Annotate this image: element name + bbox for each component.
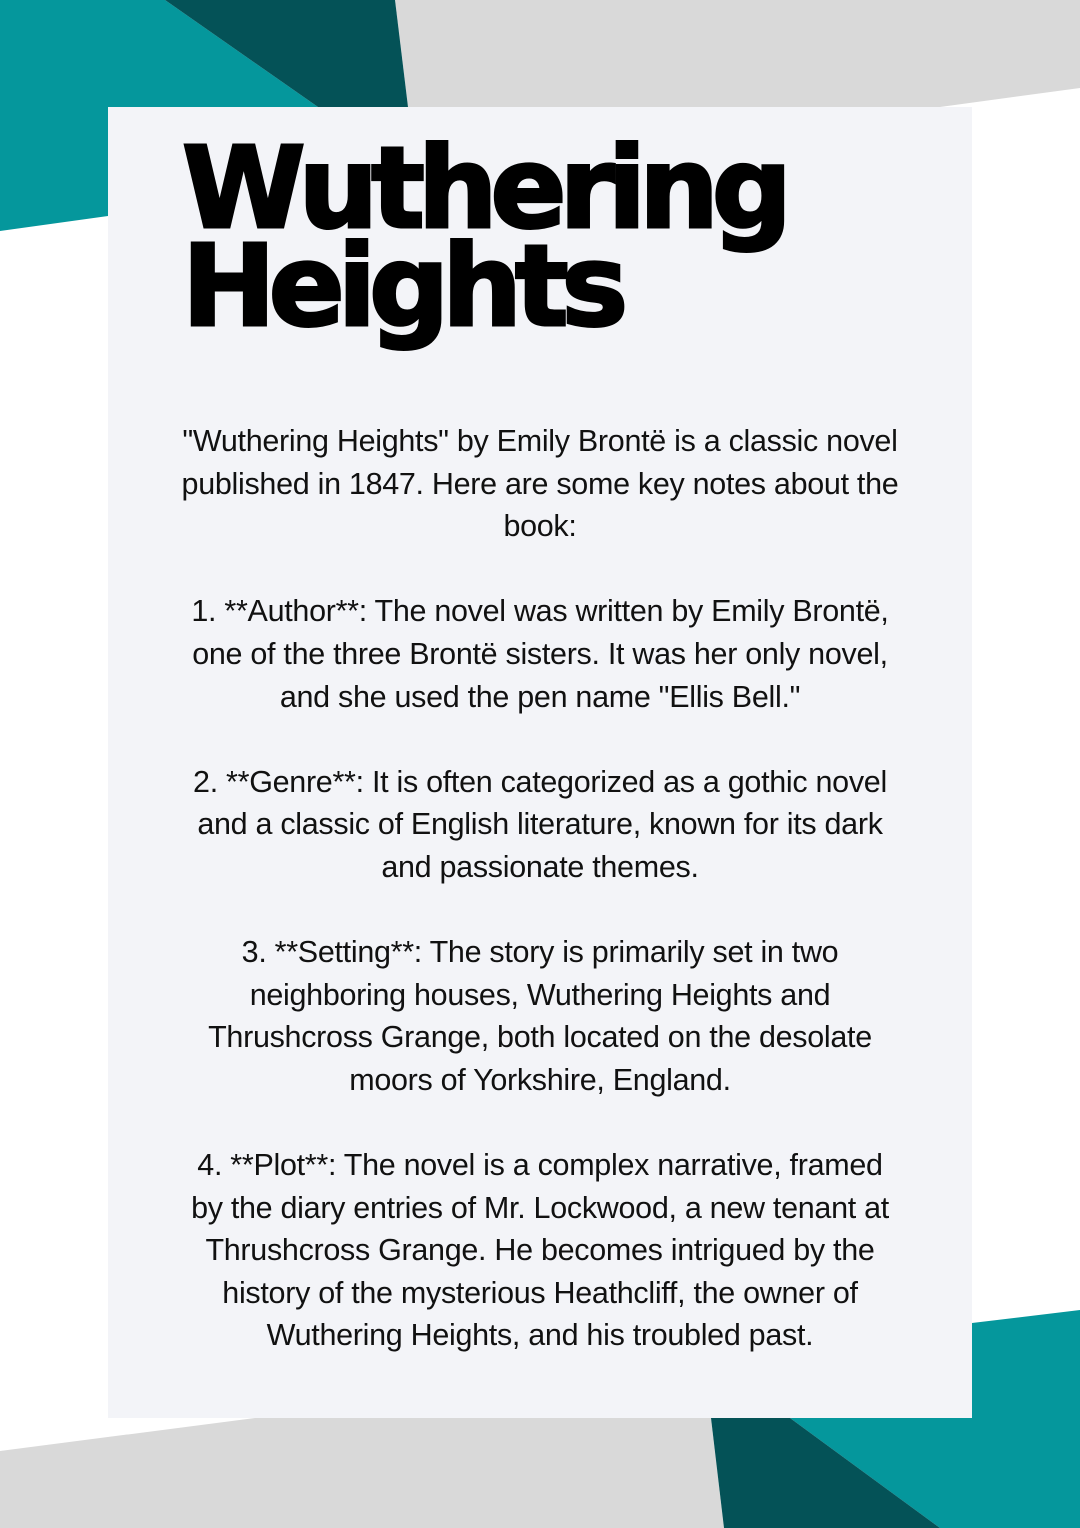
notes-body [140,420,940,1400]
intro-line: book: [503,509,577,544]
note-plot [140,1144,940,1357]
title-line-1: Wuthering [182,124,786,254]
note-line: neighboring houses, Wuthering Heights and [249,977,831,1012]
note-line: 2. **Genre**: It is often categorized as a gothic novel [193,764,887,799]
note-line: by the diary entries of Mr. Lockwood, a new tenant at [191,1190,889,1225]
intro-line: published in 1847. Here are some key notes about the [181,466,899,501]
note-genre [140,761,940,889]
note-line: history of the mysterious Heathcliff, the owner of [222,1275,858,1310]
title-line-2: Heights [182,222,622,352]
book-title [182,124,786,352]
note-line: Thrushcross Grange, both located on the desolate [208,1020,872,1055]
top-gray-shape [395,0,1080,107]
note-line: Thrushcross Grange. He becomes intrigued by the [205,1233,875,1268]
note-line: 1. **Author**: The novel was written by Emily Brontë, [191,594,889,629]
note-setting [140,931,940,1101]
note-line: moors of Yorkshire, England. [349,1062,731,1097]
intro-line: "Wuthering Heights" by Emily Brontë is a classic novel [182,424,898,458]
note-author [140,590,940,718]
note-line: Wuthering Heights, and his troubled past. [266,1318,814,1353]
intro-paragraph [140,420,940,548]
note-line: and passionate themes. [381,849,699,884]
note-line: and she used the pen name "Ellis Bell." [279,679,801,714]
note-line: 4. **Plot**: The novel is a complex narrative, framed [197,1148,883,1183]
bottom-gray-shape [0,1418,724,1528]
note-line: one of the three Brontë sisters. It was her only novel, [192,636,888,671]
note-line: 3. **Setting**: The story is primarily set in two [241,935,839,970]
note-line: and a classic of English literature, known for its dark [197,807,883,842]
